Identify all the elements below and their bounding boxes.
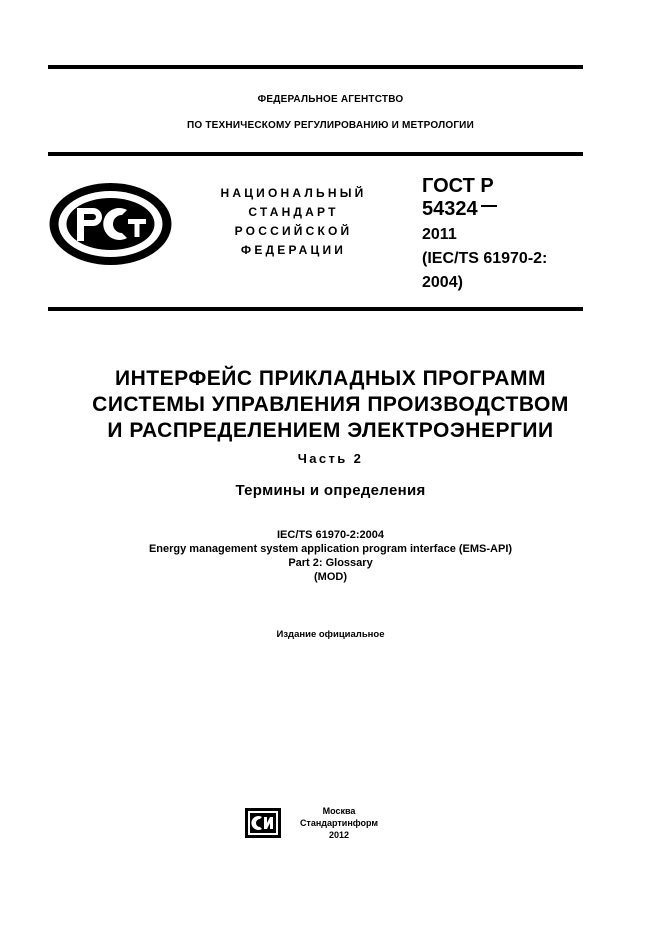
iec-title-en: Energy management system application program interface (EMS-API)	[148, 543, 513, 555]
edition-label: Издание официальное	[276, 629, 385, 640]
national-line: НАЦИОНАЛЬНЫЙ	[220, 186, 367, 200]
publisher-city: Москва	[322, 806, 356, 816]
gost-number: 54324	[422, 198, 478, 220]
national-standard-label	[186, 184, 401, 260]
part-number: Часть 2	[297, 451, 364, 466]
national-line: СТАНДАРТ	[248, 205, 339, 219]
header-divider	[48, 152, 583, 156]
gost-prefix: ГОСТ Р	[422, 175, 494, 197]
agency-name-line1: ФЕДЕРАЛЬНОЕ АГЕНТСТВО	[257, 94, 404, 105]
gost-iec-reference-line1: (IEC/TS 61970-2:	[422, 250, 548, 267]
publisher-name: Стандартинформ	[299, 818, 379, 828]
standartinform-logo-icon	[245, 808, 281, 838]
gost-iec-reference-line2: 2004)	[422, 274, 463, 291]
publication-year: 2012	[328, 830, 350, 840]
top-divider	[48, 65, 583, 69]
gost-dash	[481, 205, 497, 207]
document-title-line2: СИСТЕМЫ УПРАВЛЕНИЯ ПРОИЗВОДСТВОМ	[92, 393, 569, 416]
document-subtitle: Термины и определения	[235, 482, 426, 499]
gost-year: 2011	[422, 226, 457, 243]
publisher-info	[292, 805, 386, 841]
iec-mod: (MOD)	[314, 571, 347, 583]
standard-block-divider	[48, 307, 583, 311]
national-line: РОССИЙСКОЙ	[234, 224, 353, 238]
document-title-line1: ИНТЕРФЕЙС ПРИКЛАДНЫХ ПРОГРАММ	[115, 367, 546, 390]
iec-part-en: Part 2: Glossary	[288, 557, 373, 569]
document-title-line3: И РАСПРЕДЕЛЕНИЕМ ЭЛЕКТРОЭНЕРГИИ	[107, 419, 554, 442]
agency-name-line2: ПО ТЕХНИЧЕСКОМУ РЕГУЛИРОВАНИЮ И МЕТРОЛОГИИ	[187, 120, 474, 131]
gost-designation	[422, 174, 547, 295]
iec-code: IEC/TS 61970-2:2004	[276, 529, 384, 541]
national-line: ФЕДЕРАЦИИ	[240, 243, 347, 257]
gost-number-row	[422, 198, 547, 220]
rst-certification-mark-icon	[47, 181, 174, 267]
